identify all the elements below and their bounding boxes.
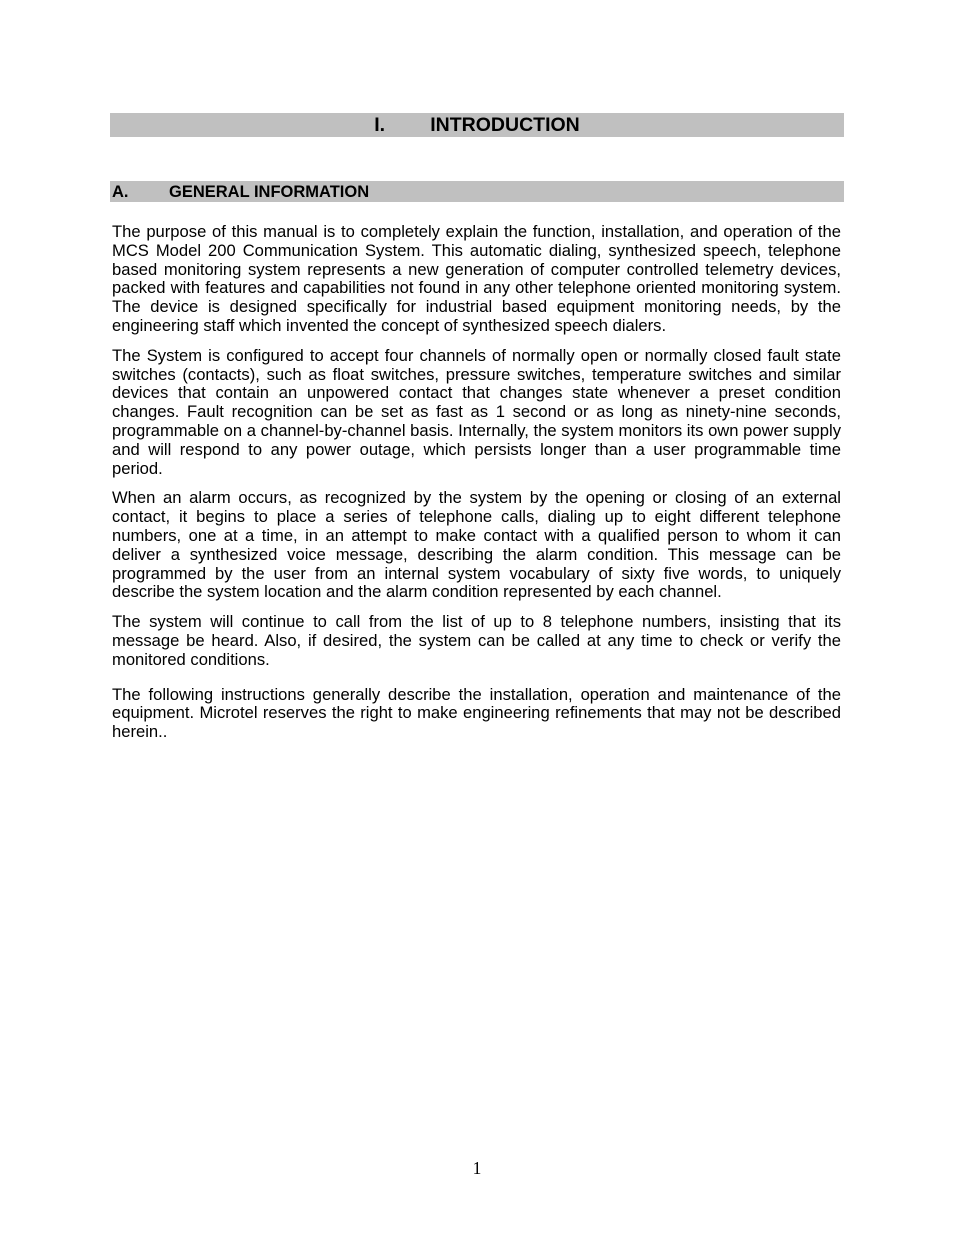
paragraph-alarm: When an alarm occurs, as recognized by the system by the opening or closing of an external contact, it begins to place a series of telephone calls, dialing up to eight different telephone numbers, one at a time, in an attempt to make contact with a qualified person to whom it can deliver a synthesized voice message, describing the alarm condition. This message can be programmed by the user from an internal system vocabulary of sixty five words, to uniquely describe the system location and the alarm condition represented by each channel. <box>112 488 841 602</box>
section-heading <box>110 181 844 202</box>
paragraph-purpose: The purpose of this manual is to completely explain the function, installation, and operation of the MCS Model 200 Communication System. This automatic dialing, synthesized speech, telephone based monitoring system represents a new generation of computer controlled telemetry devices, packed with features and capabilities not found in any other telephone oriented monitoring system. The device is designed specifically for industrial based equipment monitoring needs, by the engineering staff which invented the concept of synthesized speech dialers. <box>112 222 841 335</box>
section-number: A. <box>112 183 129 201</box>
chapter-heading <box>110 113 844 137</box>
chapter-title: INTRODUCTION <box>430 114 580 136</box>
paragraph-configuration: The System is configured to accept four channels of normally open or normally closed fault state switches (contacts), such as float switches, pressure switches, temperature switches and similar devices that contain an unpowered contact that changes state whenever a preset condition changes. Fault recognition can be set as fast as 1 second or as long as ninety-nine seconds, programmable on a channel-by-channel basis. Internally, the system monitors its own power supply and will respond to any power outage, which persists longer than a user programmable time period. <box>112 345 841 478</box>
paragraph-calling: The system will continue to call from the list of up to 8 telephone numbers, insisting that its message be heard. Also, if desired, the system can be called at any time to check or verify the monitored conditions. <box>112 612 841 669</box>
page-number: 1 <box>472 1158 482 1178</box>
section-title: GENERAL INFORMATION <box>169 183 370 201</box>
paragraph-instructions: The following instructions generally describe the installation, operation and maintenance of the equipment. Microtel reserves the right to make engineering refinements that may not be described herein.. <box>112 684 841 742</box>
body-text <box>112 223 841 753</box>
chapter-number: I. <box>374 114 386 136</box>
